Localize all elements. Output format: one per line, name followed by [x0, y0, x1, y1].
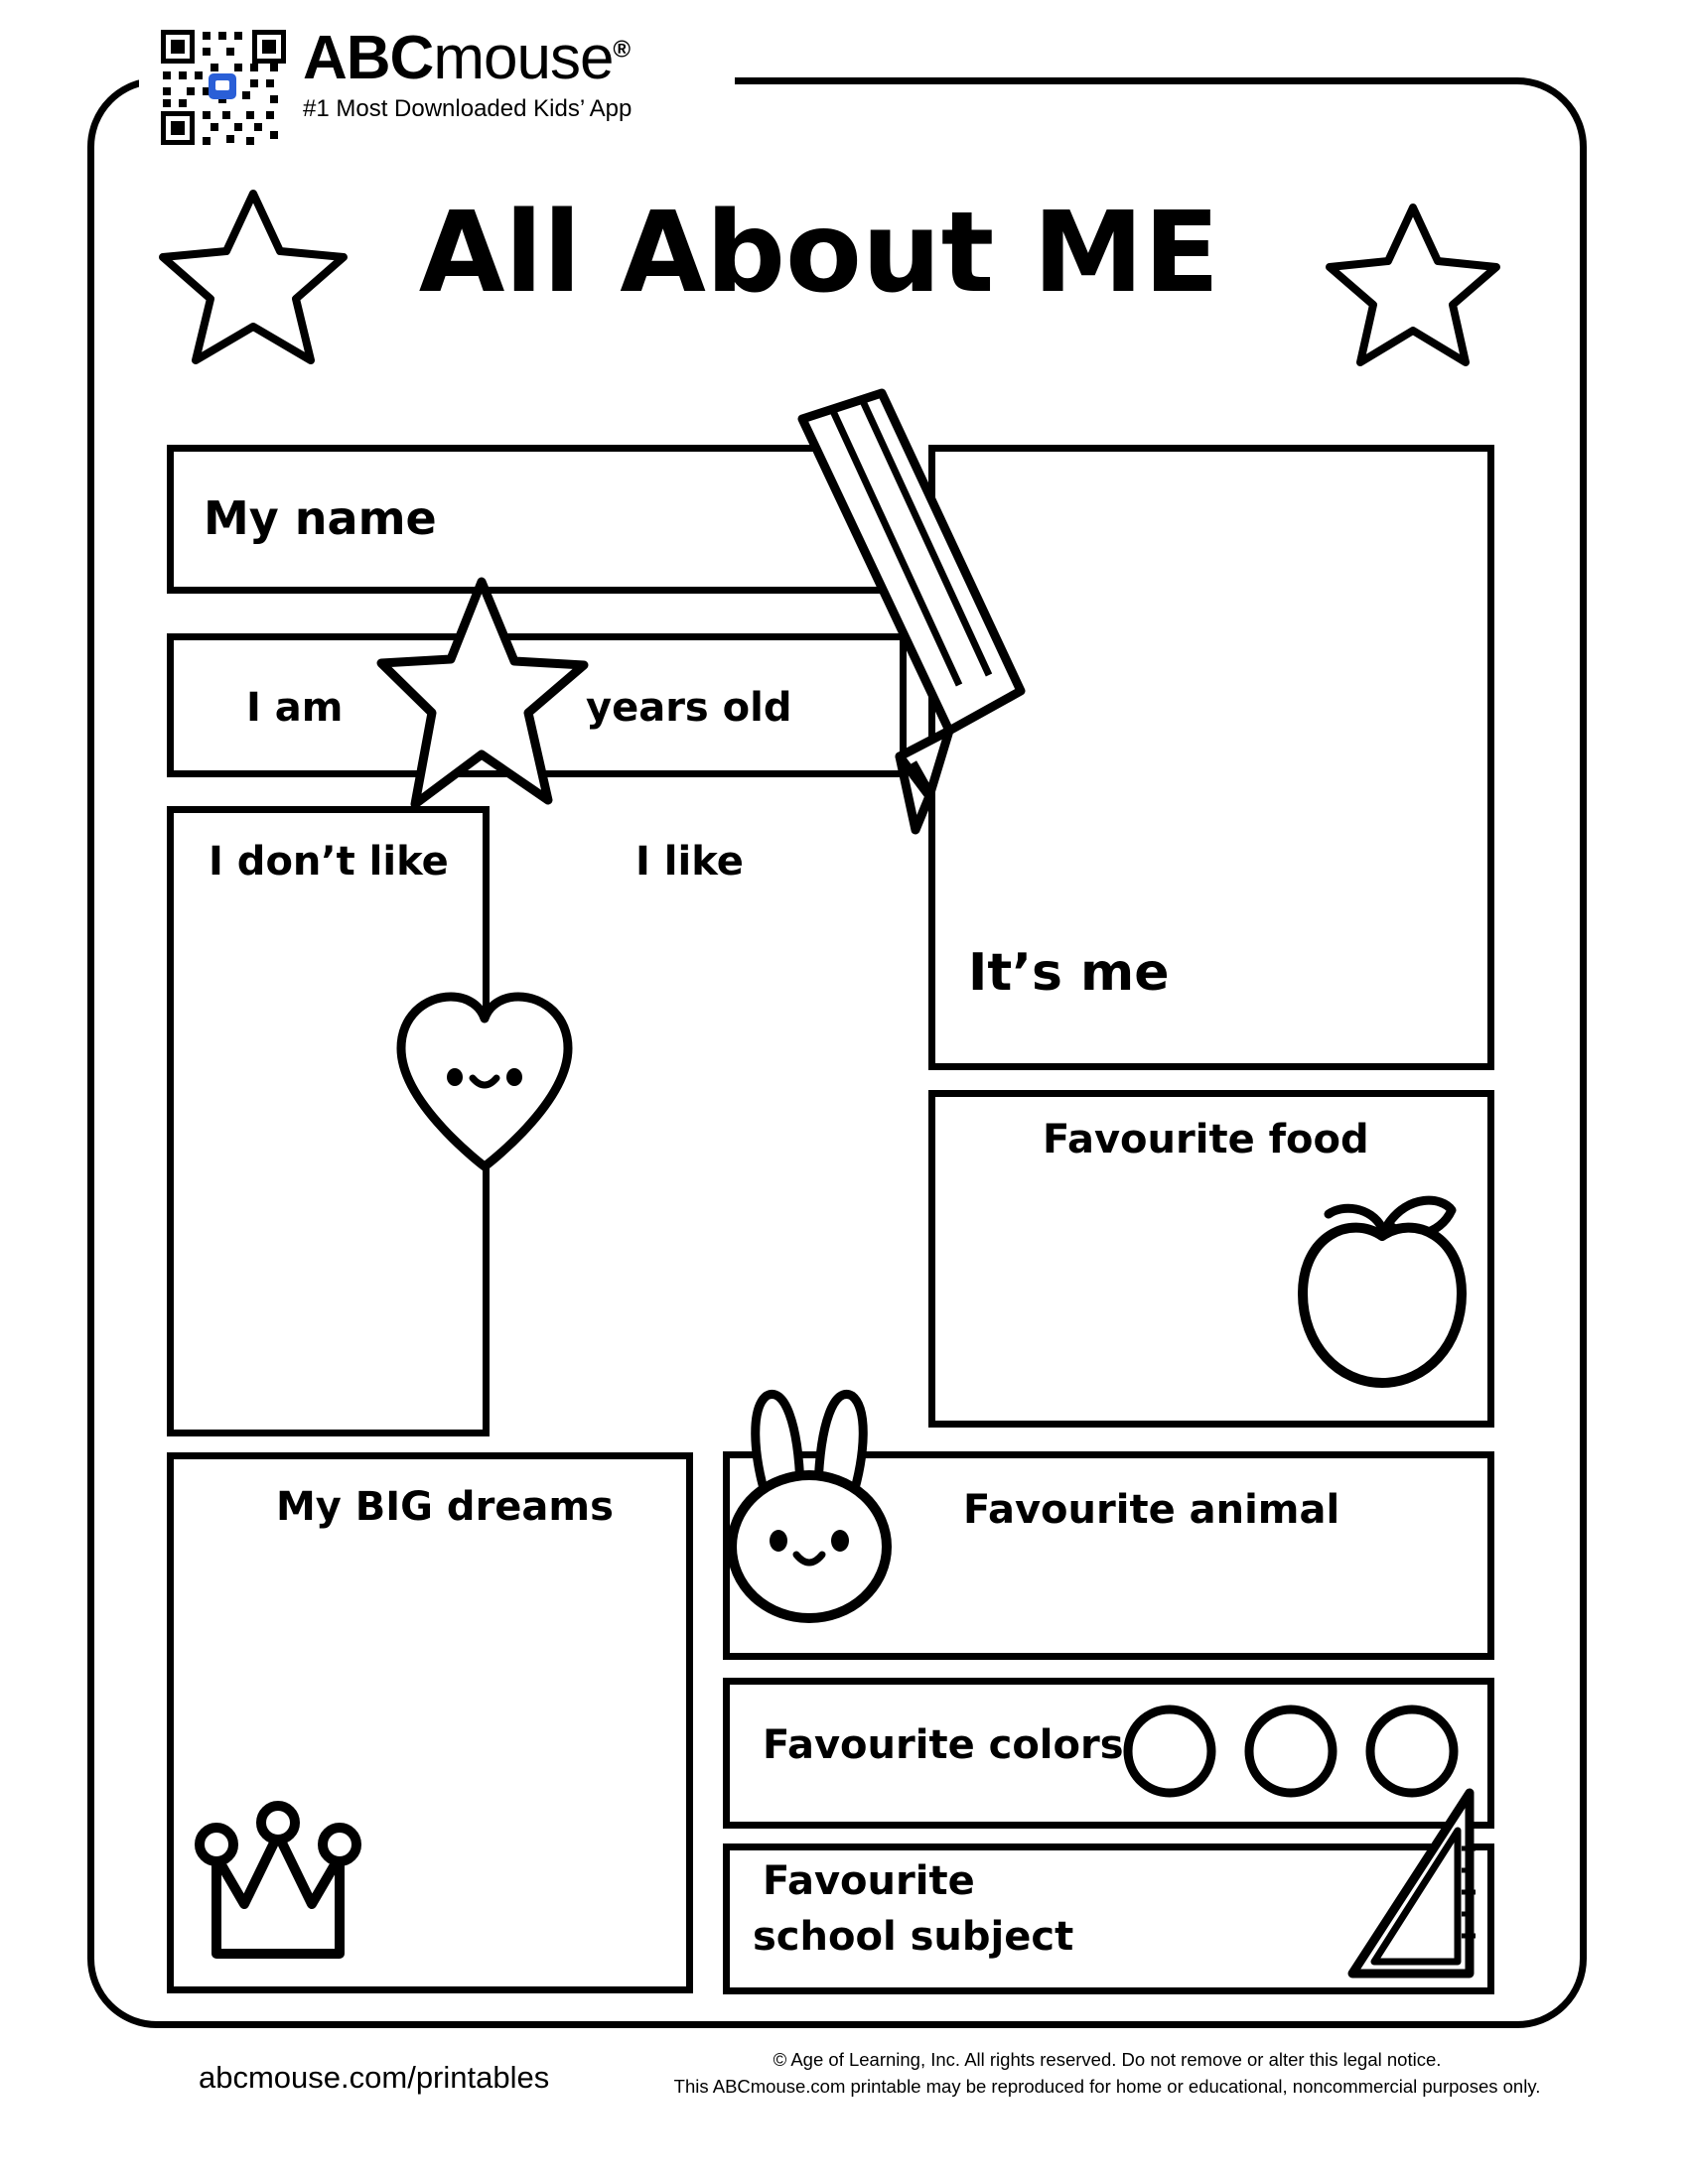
its-me-label: It’s me — [968, 943, 1170, 1003]
i-dont-like-label: I don’t like — [209, 839, 449, 885]
brand-mouse: mouse — [433, 24, 614, 92]
my-name-label: My name — [204, 491, 437, 545]
footer-legal — [635, 2047, 1579, 2101]
favourite-food-label: Favourite food — [1043, 1117, 1369, 1162]
i-like-label: I like — [635, 839, 744, 885]
star-icon — [1326, 202, 1499, 360]
pencil-icon — [755, 367, 1043, 764]
brand-lockup — [303, 24, 760, 123]
star-icon — [159, 186, 348, 359]
qr-code-icon — [159, 28, 288, 147]
brand-abc: ABC — [303, 24, 434, 92]
page-title: All About ME — [418, 189, 1220, 318]
brand-name — [303, 24, 760, 92]
brand-registered-mark: ® — [613, 36, 631, 64]
years-old-label: years old — [586, 685, 792, 731]
i-am-label: I am — [246, 685, 344, 731]
favourite-school-subject-label-line1: Favourite — [763, 1858, 975, 1904]
heart-face-icon — [385, 983, 584, 1181]
bunny-face-icon — [705, 1380, 914, 1638]
favourite-animal-label: Favourite animal — [963, 1487, 1340, 1533]
crown-icon — [189, 1795, 367, 1969]
brand-header — [149, 20, 765, 149]
apple-icon — [1281, 1166, 1484, 1395]
my-big-dreams-label: My BIG dreams — [276, 1484, 614, 1530]
footer-legal-line-1: © Age of Learning, Inc. All rights reserved. Do not remove or alter this legal notice. — [773, 2049, 1442, 2070]
footer-legal-line-2: This ABCmouse.com printable may be reproduced for home or educational, noncommercial purposes only. — [673, 2075, 1541, 2097]
brand-tagline: #1 Most Downloaded Kids’ App — [303, 95, 633, 122]
page-title-row — [149, 174, 1509, 357]
favourite-school-subject-label-line2: school subject — [753, 1914, 1074, 1960]
footer-site-url: abcmouse.com/printables — [199, 2060, 550, 2095]
triangle-ruler-icon — [1331, 1775, 1509, 2003]
favourite-colors-label: Favourite colors — [763, 1722, 1124, 1768]
star-icon — [377, 574, 586, 812]
